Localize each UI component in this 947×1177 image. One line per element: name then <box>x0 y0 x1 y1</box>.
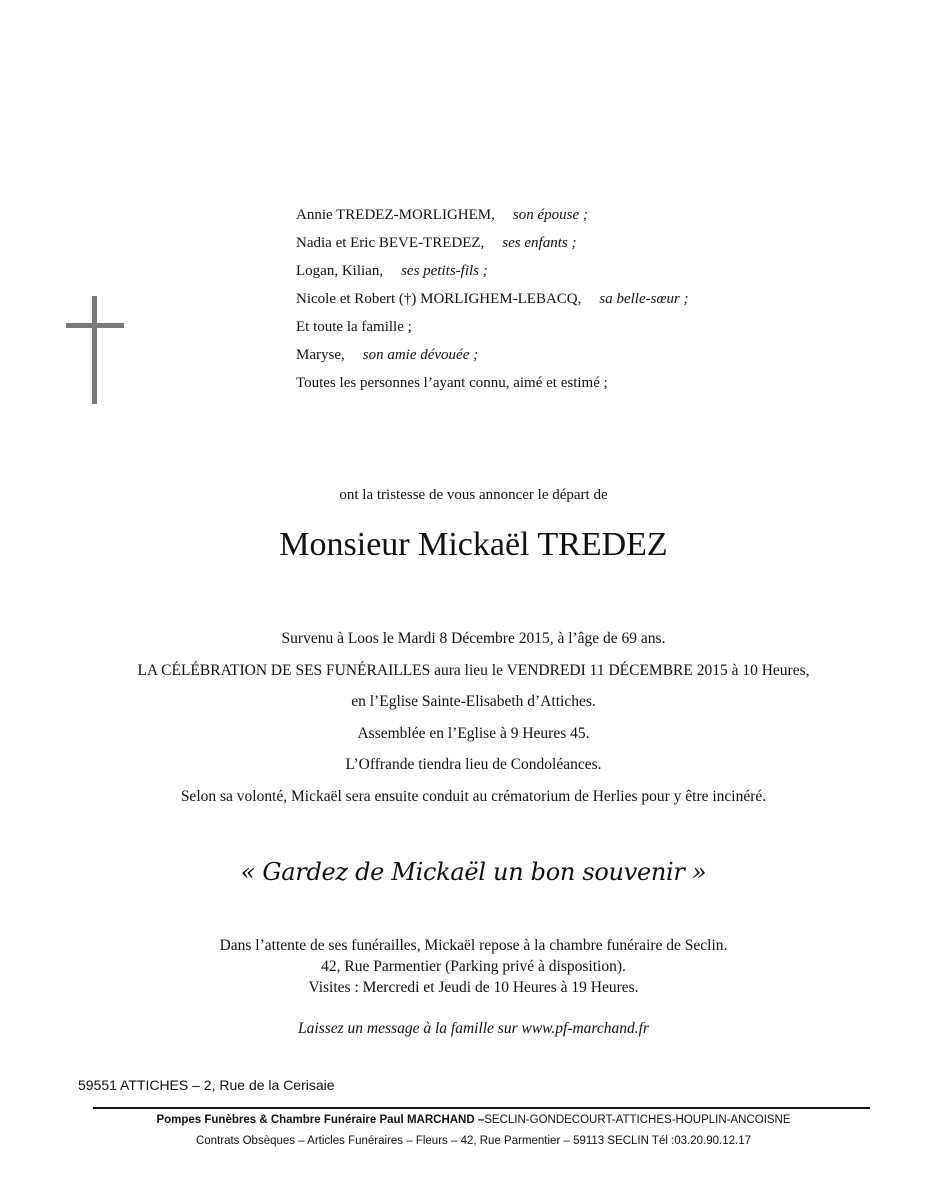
family-name: Maryse, <box>296 347 345 363</box>
memorial-quote: « Gardez de Mickaël un bon souvenir » <box>240 858 707 886</box>
detail-line: en l’Eglise Sainte-Elisabeth d’Attiches. <box>351 693 596 710</box>
detail-line: Assemblée en l’Eglise à 9 Heures 45. <box>357 724 590 742</box>
detail-line: LA CÉLÉBRATION DE SES FUNÉRAILLES aura lieu le VENDREDI 11 DÉCEMBRE 2015 à 10 Heures, <box>137 661 810 679</box>
family-line <box>296 231 689 259</box>
family-list <box>296 203 689 399</box>
family-line <box>296 343 689 371</box>
announcement-text: ont la tristesse de vous annoncer le départ de <box>339 487 608 503</box>
family-name: Logan, Kilian, <box>296 263 384 279</box>
family-role: son épouse ; <box>512 207 588 223</box>
family-role: ses petits-fils ; <box>401 263 488 279</box>
family-line <box>296 259 689 287</box>
family-role: sa belle-sœur ; <box>599 291 689 307</box>
rest-line: Dans l’attente de ses funérailles, Mickaël repose à la chambre funéraire de Seclin. <box>219 937 728 954</box>
family-name: Toutes les personnes l’ayant connu, aimé et estimé ; <box>296 375 608 391</box>
footer-services-line: Contrats Obsèques – Articles Funéraires – Fleurs – 42, Rue Parmentier – 59113 SECLIN Tél :03.20.90.12.17 <box>195 1135 752 1147</box>
footer-locations: SECLIN-GONDECOURT-ATTICHES-HOUPLIN-ANCOISNE <box>484 1114 791 1126</box>
rest-line: 42, Rue Parmentier (Parking privé à disposition). <box>321 958 626 975</box>
family-line <box>296 287 689 315</box>
detail-line: Selon sa volonté, Mickaël sera ensuite conduit au crématorium de Herlies pour y être incinéré. <box>180 787 767 805</box>
funeral-details <box>0 626 947 815</box>
family-name: Nadia et Eric BEVE-TREDEZ, <box>296 235 485 251</box>
family-line <box>296 203 689 231</box>
family-line <box>296 371 689 399</box>
footer-company-line <box>0 1114 947 1126</box>
rest-line: Visites : Mercredi et Jeudi de 10 Heures à 19 Heures. <box>308 979 639 996</box>
cross-vertical-bar <box>92 296 97 404</box>
detail-line: Survenu à Loos le Mardi 8 Décembre 2015, à l’âge de 69 ans. <box>281 630 666 647</box>
detail-line: L’Offrande tiendra lieu de Condoléances. <box>345 756 602 773</box>
deceased-name: Monsieur Mickaël TREDEZ <box>279 526 668 563</box>
family-role: son amie dévouée ; <box>362 347 479 363</box>
family-line <box>296 315 689 343</box>
family-name: Annie TREDEZ-MORLIGHEM, <box>296 207 495 223</box>
agency-address: 59551 ATTICHES – 2, Rue de la Cerisaie <box>78 1077 335 1093</box>
footer-company-name: Pompes Funèbres & Chambre Funéraire Paul MARCHAND – <box>156 1114 485 1126</box>
condolence-message: Laissez un message à la famille sur www.pf-marchand.fr <box>298 1020 649 1037</box>
footer-divider <box>93 1107 870 1109</box>
cross-horizontal-bar <box>66 323 124 328</box>
family-name: Nicole et Robert (†) MORLIGHEM-LEBACQ, <box>296 291 582 307</box>
family-name: Et toute la famille ; <box>296 319 412 335</box>
family-role: ses enfants ; <box>502 235 577 251</box>
resting-place-info <box>0 936 947 999</box>
